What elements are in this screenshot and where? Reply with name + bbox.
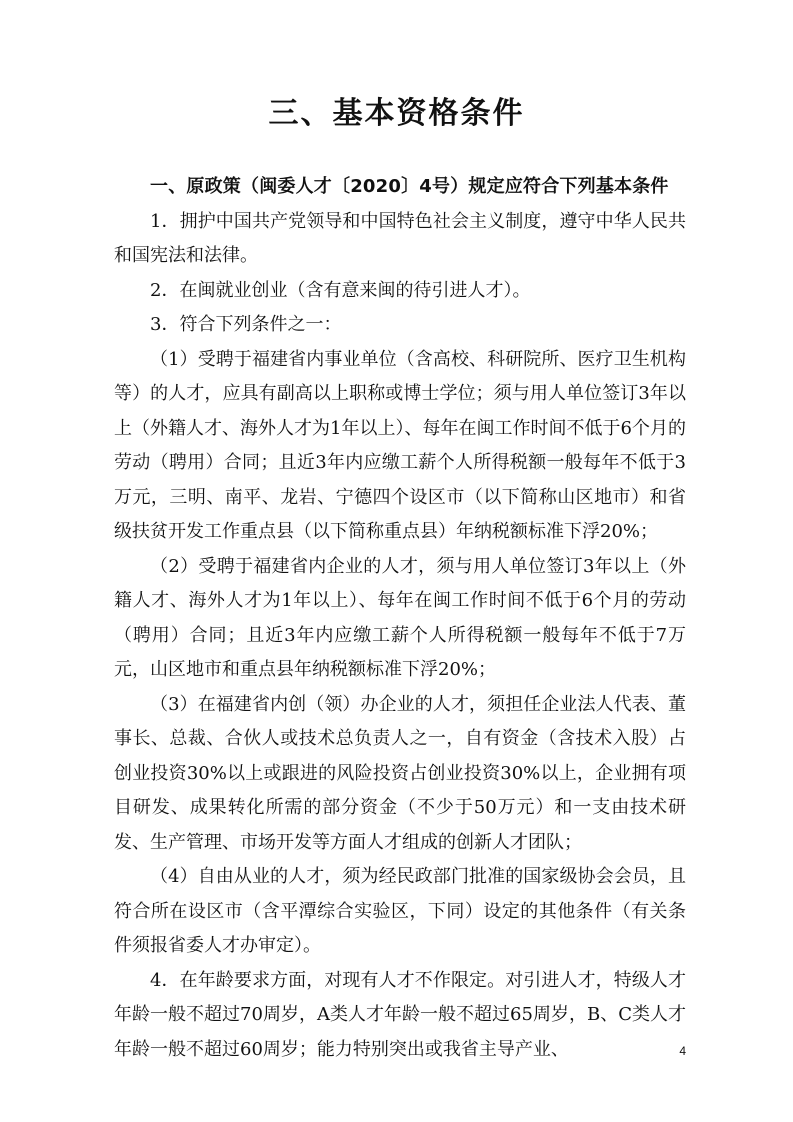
paragraph-2: 2．在闽就业创业（含有意来闽的待引进人才）。 [150, 279, 531, 301]
paragraph-3-2: （2）受聘于福建省内企业的人才，须与用人单位签订3年以上（外籍人才、海外人才为1年以上）、每年在闽工作时间不低于6个月的劳动（聘用）合同；且近3年内应缴工薪个人所得税额一般每年不低于7万元，山区地市和重点县年纳税额标准下浮20%； [114, 555, 686, 680]
page-number: 4 [679, 1044, 686, 1058]
paragraph-1: 1．拥护中国共产党领导和中国特色社会主义制度，遵守中华人民共和国宪法和法律。 [114, 210, 686, 266]
page-title: 三、基本资格条件 [268, 96, 525, 131]
section-heading: 一、原政策（闽委人才〔2020〕4号）规定应符合下列基本条件 [150, 176, 669, 197]
paragraph-3: 3．符合下列条件之一： [150, 314, 342, 335]
paragraph-3-1: （1）受聘于福建省内事业单位（含高校、科研院所、医疗卫生机构等）的人才，应具有副高以上职称或博士学位；须与用人单位签订3年以上（外籍人才、海外人才为1年以上）、每年在闽工作时间不低于6个月的劳动（聘用）合同；且近3年内应缴工薪个人所得税额一般每年不低于3万元，三明、南平、龙岩、宁德四个设区市（以下简称山区地市）和省级扶贫开发工作重点县（以下简称重点县）年纳税额标准下浮20%； [114, 348, 686, 542]
paragraph-3-4: （4）自由从业的人才，须为经民政部门批准的国家级协会会员，且符合所在设区市（含平潭综合实验区，下同）设定的其他条件（有关条件须报省委人才办审定）。 [114, 866, 686, 956]
paragraph-3-3: （3）在福建省内创（领）办企业的人才，须担任企业法人代表、董事长、总裁、合伙人或技术总负责人之一，自有资金（含技术入股）占创业投资30%以上或跟进的风险投资占创业投资30%以上，企业拥有项目研发、成果转化所需的部分资金（不少于50万元）和一支由技术研发、生产管理、市场开发等方面人才组成的创新人才团队； [114, 693, 686, 853]
paragraph-4: 4．在年龄要求方面，对现有人才不作限定。对引进人才，特级人才年龄一般不超过70周岁，A类人才年龄一般不超过65周岁，B、C类人才年龄一般不超过60周岁；能力特别突出或我省主导产业、 [114, 969, 686, 1060]
document-body [114, 170, 686, 1067]
